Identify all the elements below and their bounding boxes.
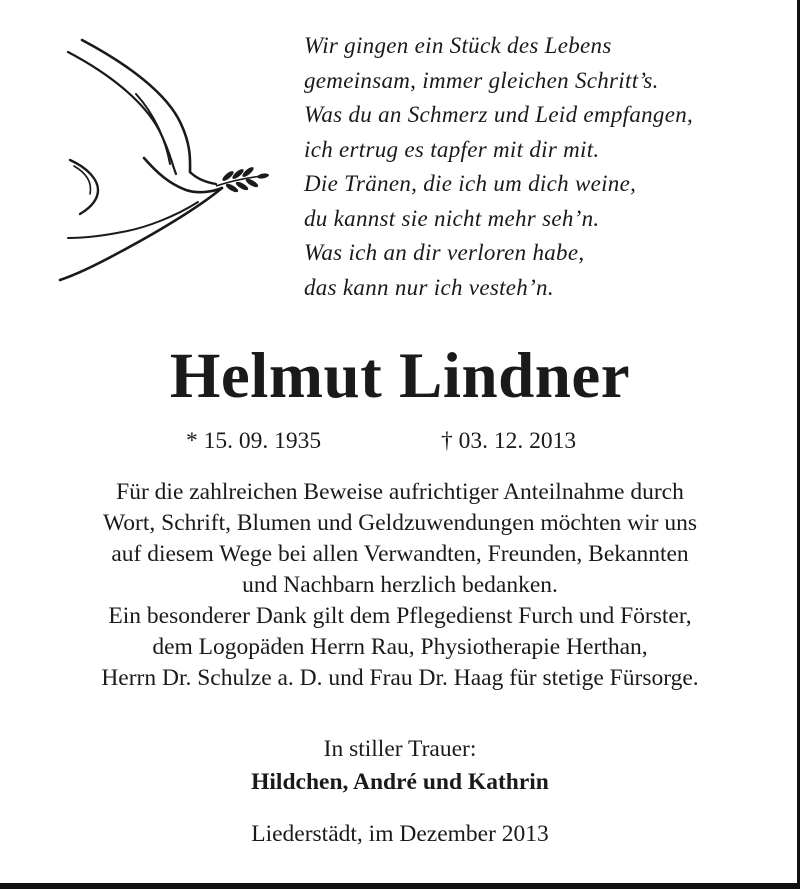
death-date: † 03. 12. 2013 [441, 428, 577, 454]
poem-line: gemeinsam, immer gleichen Schritt’s. [304, 67, 659, 93]
poem-line: ich ertrug es tapfer mit dir mit. [304, 136, 600, 162]
thanks-line: Für die zahlreichen Beweise aufrichtiger Anteilnahme durch [116, 479, 684, 505]
thanks-line: Ein besonderer Dank gilt dem Pflegedienst Furch und Förster, [108, 603, 692, 629]
thanks-line: auf diesem Wege bei allen Verwandten, Freunden, Bekannten [111, 541, 689, 567]
mourning-intro: In stiller Trauer: [323, 736, 477, 762]
thanks-line: Wort, Schrift, Blumen und Geldzuwendungen möchten wir uns [103, 510, 697, 536]
thanks-line: Herrn Dr. Schulze a. D. und Frau Dr. Haag für stetige Fürsorge. [101, 665, 699, 691]
poem-line: Wir gingen ein Stück des Lebens [304, 33, 612, 58]
thanks-line: und Nachbarn herzlich bedanken. [242, 572, 558, 598]
life-dates [0, 424, 800, 458]
poem [304, 29, 794, 305]
mourning-family: Hildchen, André und Kathrin [251, 769, 549, 795]
poem-line: Was du an Schmerz und Leid empfangen, [304, 102, 694, 127]
poem-line: das kann nur ich vesteh’n. [304, 274, 554, 300]
poem-line: du kannst sie nicht mehr seh’n. [304, 205, 600, 231]
poem-line: Was ich an dir verloren habe, [304, 240, 585, 265]
thanks-text [0, 477, 800, 694]
poem-line: Die Tränen, die ich um dich weine, [304, 171, 637, 196]
place-date: Liederstädt, im Dezember 2013 [251, 821, 549, 847]
thanks-line: dem Logopäden Herrn Rau, Physiotherapie Herthan, [152, 634, 648, 660]
birth-date: * 15. 09. 1935 [186, 428, 322, 454]
dove-icon [58, 38, 294, 288]
deceased-name: Helmut Lindner [169, 340, 631, 412]
